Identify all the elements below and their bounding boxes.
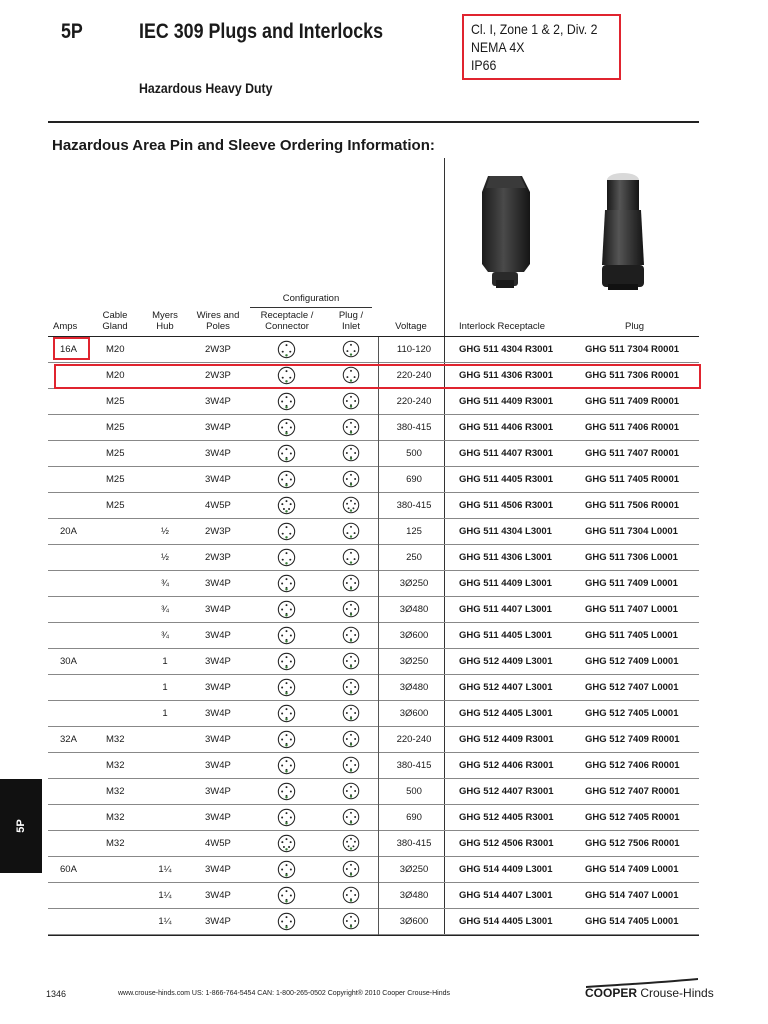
plug-inlet-icon [342, 860, 360, 878]
cell-myers-hub: ¾ [161, 630, 169, 641]
plug-inlet-icon [342, 444, 360, 462]
cell-voltage: 220-240 [396, 734, 432, 745]
cell-wires-poles: 3W4P [205, 812, 231, 823]
cell-voltage: 3Ø250 [399, 864, 429, 875]
column-header-plug-inlet [330, 310, 372, 332]
receptacle-connector-icon [277, 756, 296, 775]
cell-cable-gland: M32 [106, 838, 125, 849]
plug-inlet-icon [342, 392, 360, 410]
receptacle-connector-icon [277, 626, 296, 645]
plug-inlet-icon [342, 756, 360, 774]
cell-cable-gland: M20 [106, 344, 125, 355]
cell-wires-poles: 3W4P [205, 864, 231, 875]
plug-inlet-icon [342, 548, 360, 566]
cell-plug: GHG 512 7405 L0001 [585, 708, 679, 719]
cell-interlock-receptacle: GHG 514 4407 L3001 [459, 890, 553, 901]
plug-inlet-icon [342, 730, 360, 748]
receptacle-connector-icon [277, 782, 296, 801]
cell-interlock-receptacle: GHG 511 4506 R3001 [459, 500, 554, 511]
receptacle-connector-icon [277, 652, 296, 671]
cell-myers-hub: 1 [162, 656, 168, 667]
cell-wires-poles: 2W3P [205, 370, 231, 381]
column-header-plug-inlet-line2: Inlet [342, 321, 360, 332]
receptacle-connector-icon [277, 600, 296, 619]
plug-inlet-icon [342, 340, 360, 358]
cell-interlock-receptacle: GHG 511 4407 R3001 [459, 448, 554, 459]
cell-myers-hub: ¾ [161, 604, 169, 615]
cell-plug: GHG 512 7409 L0001 [585, 656, 679, 667]
receptacle-connector-icon [277, 340, 296, 359]
cell-interlock-receptacle: GHG 511 4409 L3001 [459, 578, 552, 589]
cell-interlock-receptacle: GHG 512 4506 R3001 [459, 838, 554, 849]
cell-plug: GHG 514 7405 L0001 [585, 916, 679, 927]
cell-wires-poles: 3W4P [205, 916, 231, 927]
cell-plug: GHG 511 7407 R0001 [585, 448, 680, 459]
cell-voltage: 380-415 [396, 422, 432, 433]
table-row [48, 675, 699, 701]
cell-cable-gland: M32 [106, 760, 125, 771]
cell-plug: GHG 511 7306 R0001 [585, 370, 680, 381]
cell-cable-gland: M25 [106, 448, 125, 459]
cell-wires-poles: 3W4P [205, 578, 231, 589]
cell-myers-hub: ¾ [161, 578, 169, 589]
plug-inlet-icon [342, 470, 360, 488]
cell-plug: GHG 511 7406 R0001 [585, 422, 680, 433]
cell-wires-poles: 3W4P [205, 760, 231, 771]
table-row [48, 701, 699, 727]
plug-inlet-icon [342, 652, 360, 670]
page-title: IEC 309 Plugs and Interlocks [139, 20, 384, 43]
cell-plug: GHG 511 7407 L0001 [585, 604, 678, 615]
cell-wires-poles: 2W3P [205, 344, 231, 355]
receptacle-connector-icon [277, 392, 296, 411]
cell-voltage: 3Ø250 [399, 578, 429, 589]
cell-wires-poles: 3W4P [205, 682, 231, 693]
table-row [48, 727, 699, 753]
rating-class: Cl. I, Zone 1 & 2, Div. 2 [471, 21, 598, 37]
column-header-receptacle-connector [251, 310, 323, 332]
cell-myers-hub: ½ [161, 552, 169, 563]
brand-name-rest: Crouse-Hinds [637, 986, 714, 1000]
table-row [48, 493, 699, 519]
cell-voltage: 3Ø600 [399, 630, 429, 641]
table-row [48, 805, 699, 831]
table-row [48, 779, 699, 805]
cell-plug: GHG 511 7304 L0001 [585, 526, 678, 537]
column-header-interlock-receptacle: Interlock Receptacle [459, 321, 546, 332]
cell-wires-poles: 2W3P [205, 552, 231, 563]
cell-wires-poles: 4W5P [205, 500, 231, 511]
column-header-myers-hub [146, 310, 184, 332]
cell-plug: GHG 511 7405 R0001 [585, 474, 680, 485]
cell-plug: GHG 511 7506 R0001 [585, 500, 680, 511]
plug-inlet-icon [342, 574, 360, 592]
cell-wires-poles: 3W4P [205, 708, 231, 719]
receptacle-connector-icon [277, 678, 296, 697]
plug-inlet-icon [342, 496, 360, 514]
cell-voltage: 500 [406, 786, 422, 797]
cell-myers-hub: ½ [161, 526, 169, 537]
cell-interlock-receptacle: GHG 512 4409 R3001 [459, 734, 554, 745]
table-row [48, 467, 699, 493]
cell-myers-hub: 1¼ [158, 916, 172, 927]
cell-cable-gland: M25 [106, 422, 125, 433]
cell-interlock-receptacle: GHG 511 4306 L3001 [459, 552, 552, 563]
highlight-row-220-240 [54, 364, 701, 389]
column-header-plug-inlet-line1: Plug / [338, 310, 364, 321]
table-row [48, 597, 699, 623]
cell-wires-poles: 3W4P [205, 604, 231, 615]
cell-interlock-receptacle: GHG 511 4405 L3001 [459, 630, 552, 641]
cell-plug: GHG 512 7407 R0001 [585, 786, 680, 797]
table-row [48, 649, 699, 675]
receptacle-connector-icon [277, 730, 296, 749]
column-header-wires-poles-line1: Wires and [196, 310, 240, 321]
cell-voltage: 3Ø600 [399, 708, 429, 719]
table-row [48, 441, 699, 467]
configuration-header-rule [250, 307, 372, 308]
cell-interlock-receptacle: GHG 512 4407 R3001 [459, 786, 554, 797]
interlock-receptacle-image [476, 172, 534, 290]
cell-interlock-receptacle: GHG 512 4405 R3001 [459, 812, 554, 823]
footer-contact: www.crouse-hinds.com US: 1-866-764-5454 CAN: 1-800-265-0502 Copyright® 2010 Cooper Crouse-Hinds [118, 990, 450, 997]
cell-voltage: 220-240 [396, 396, 432, 407]
table-row [48, 831, 699, 857]
table-row [48, 415, 699, 441]
cell-voltage: 380-415 [396, 760, 432, 771]
cell-plug: GHG 512 7405 R0001 [585, 812, 680, 823]
plug-inlet-icon [342, 704, 360, 722]
receptacle-connector-icon [277, 808, 296, 827]
cell-interlock-receptacle: GHG 512 4406 R3001 [459, 760, 554, 771]
cell-myers-hub: 1¼ [158, 890, 172, 901]
cell-amps: 16A [60, 344, 77, 355]
plug-inlet-icon [342, 808, 360, 826]
cell-cable-gland: M32 [106, 812, 125, 823]
cell-interlock-receptacle: GHG 511 4409 R3001 [459, 396, 554, 407]
cell-wires-poles: 3W4P [205, 422, 231, 433]
cell-voltage: 690 [406, 812, 422, 823]
cell-plug: GHG 512 7506 R0001 [585, 838, 680, 849]
plug-inlet-icon [342, 600, 360, 618]
table-row [48, 909, 699, 935]
cell-cable-gland: M20 [106, 370, 125, 381]
cell-plug: GHG 514 7407 L0001 [585, 890, 679, 901]
column-header-myers-hub-line1: Myers [152, 310, 178, 321]
cell-amps: 32A [60, 734, 77, 745]
cell-plug: GHG 511 7409 R0001 [585, 396, 680, 407]
cell-voltage: 380-415 [396, 500, 432, 511]
column-header-plug: Plug [625, 321, 645, 332]
rating-ip: IP66 [471, 57, 497, 73]
plug-inlet-icon [342, 522, 360, 540]
cell-voltage: 3Ø480 [399, 682, 429, 693]
cell-wires-poles: 3W4P [205, 734, 231, 745]
cell-plug: GHG 512 7407 L0001 [585, 682, 679, 693]
cell-interlock-receptacle: GHG 511 4304 L3001 [459, 526, 552, 537]
section-title: Hazardous Area Pin and Sleeve Ordering Information: [52, 137, 435, 154]
page-number: 1346 [46, 989, 67, 999]
table-row [48, 337, 699, 363]
receptacle-connector-icon [277, 834, 296, 853]
plug-inlet-voltage-separator [378, 337, 379, 935]
receptacle-connector-icon [277, 470, 296, 489]
receptacle-connector-icon [277, 912, 296, 931]
receptacle-connector-icon [277, 886, 296, 905]
receptacle-connector-icon [277, 860, 296, 879]
table-row [48, 519, 699, 545]
receptacle-connector-icon [277, 418, 296, 437]
plug-inlet-icon [342, 782, 360, 800]
cell-interlock-receptacle: GHG 511 4405 R3001 [459, 474, 554, 485]
column-header-cable-gland [96, 310, 134, 332]
highlight-16a [53, 337, 90, 360]
cell-wires-poles: 2W3P [205, 526, 231, 537]
receptacle-connector-icon [277, 704, 296, 723]
cell-interlock-receptacle: GHG 511 4306 R3001 [459, 370, 554, 381]
cell-plug: GHG 512 7409 R0001 [585, 734, 680, 745]
cell-voltage: 380-415 [396, 838, 432, 849]
cell-voltage: 3Ø480 [399, 890, 429, 901]
receptacle-connector-icon [277, 574, 296, 593]
column-header-receptacle-connector-line2: Connector [265, 321, 309, 332]
rating-nema: NEMA 4X [471, 39, 525, 55]
brand-logo [585, 986, 714, 1000]
table-row [48, 883, 699, 909]
cell-wires-poles: 4W5P [205, 838, 231, 849]
section-code: 5P [61, 20, 83, 43]
cell-wires-poles: 3W4P [205, 630, 231, 641]
column-header-myers-hub-line2: Hub [156, 321, 174, 332]
cell-wires-poles: 3W4P [205, 890, 231, 901]
cell-wires-poles: 3W4P [205, 786, 231, 797]
plug-inlet-icon [342, 912, 360, 930]
brand-name-bold: COOPER [585, 986, 638, 1000]
table-row [48, 545, 699, 571]
configuration-group-header: Configuration [282, 293, 340, 304]
cell-interlock-receptacle: GHG 514 4405 L3001 [459, 916, 553, 927]
cell-amps: 20A [60, 526, 77, 537]
column-header-amps: Amps [53, 321, 78, 332]
cell-amps: 30A [60, 656, 77, 667]
column-header-receptacle-connector-line1: Receptacle / [260, 310, 314, 321]
cell-cable-gland: M25 [106, 396, 125, 407]
cell-cable-gland: M25 [106, 500, 125, 511]
cell-cable-gland: M25 [106, 474, 125, 485]
cell-wires-poles: 3W4P [205, 474, 231, 485]
plug-inlet-icon [342, 678, 360, 696]
cell-interlock-receptacle: GHG 511 4304 R3001 [459, 344, 554, 355]
cell-amps: 60A [60, 864, 77, 875]
cell-interlock-receptacle: GHG 511 4407 L3001 [459, 604, 552, 615]
column-header-voltage: Voltage [395, 321, 427, 332]
receptacle-connector-icon [277, 548, 296, 567]
cell-cable-gland: M32 [106, 786, 125, 797]
column-header-cable-gland-line1: Cable [102, 310, 128, 321]
cell-voltage: 250 [406, 552, 422, 563]
plug-image [596, 170, 650, 292]
cell-myers-hub: 1 [162, 708, 168, 719]
cell-voltage: 3Ø480 [399, 604, 429, 615]
table-bottom-rule [48, 935, 699, 936]
receptacle-connector-icon [277, 444, 296, 463]
receptacle-connector-icon [277, 496, 296, 515]
table-row [48, 389, 699, 415]
cell-plug: GHG 514 7409 L0001 [585, 864, 679, 875]
column-header-cable-gland-line2: Gland [102, 321, 128, 332]
table-row [48, 571, 699, 597]
cell-voltage: 500 [406, 448, 422, 459]
cell-plug: GHG 512 7406 R0001 [585, 760, 680, 771]
cell-wires-poles: 3W4P [205, 656, 231, 667]
plug-inlet-icon [342, 834, 360, 852]
cell-plug: GHG 511 7304 R0001 [585, 344, 680, 355]
cell-myers-hub: 1¼ [158, 864, 172, 875]
cell-interlock-receptacle: GHG 511 4406 R3001 [459, 422, 554, 433]
column-header-wires-poles-line2: Poles [206, 321, 230, 332]
cell-voltage: 3Ø250 [399, 656, 429, 667]
cell-interlock-receptacle: GHG 514 4409 L3001 [459, 864, 553, 875]
plug-inlet-icon [342, 886, 360, 904]
column-header-wires-poles [189, 310, 247, 332]
plug-inlet-icon [342, 626, 360, 644]
cell-plug: GHG 511 7405 L0001 [585, 630, 678, 641]
receptacle-connector-icon [277, 522, 296, 541]
cell-voltage: 690 [406, 474, 422, 485]
cell-voltage: 220-240 [396, 370, 432, 381]
cell-voltage: 3Ø600 [399, 916, 429, 927]
table-row [48, 623, 699, 649]
side-tab-label: 5P [15, 819, 27, 833]
cell-voltage: 125 [406, 526, 422, 537]
cell-interlock-receptacle: GHG 512 4405 L3001 [459, 708, 553, 719]
table-row [48, 753, 699, 779]
cell-interlock-receptacle: GHG 512 4409 L3001 [459, 656, 553, 667]
cell-plug: GHG 511 7306 L0001 [585, 552, 678, 563]
plug-inlet-icon [342, 418, 360, 436]
header-divider [48, 121, 699, 123]
cell-wires-poles: 3W4P [205, 448, 231, 459]
section-side-tab [0, 779, 42, 873]
cell-wires-poles: 3W4P [205, 396, 231, 407]
cell-plug: GHG 511 7409 L0001 [585, 578, 678, 589]
cell-cable-gland: M32 [106, 734, 125, 745]
ratings-box [462, 14, 621, 80]
cell-voltage: 110-120 [396, 344, 432, 355]
cell-interlock-receptacle: GHG 512 4407 L3001 [459, 682, 553, 693]
page-subtitle: Hazardous Heavy Duty [139, 80, 273, 96]
cell-myers-hub: 1 [162, 682, 168, 693]
table-row [48, 857, 699, 883]
